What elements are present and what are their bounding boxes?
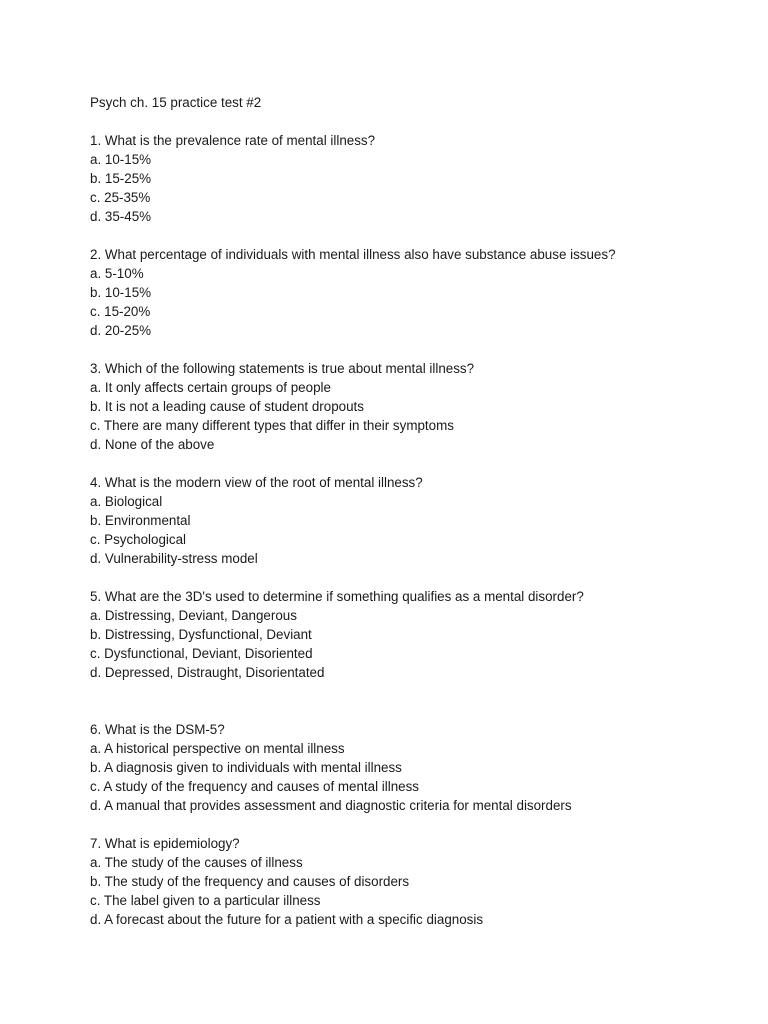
answer-option-a: a. The study of the causes of illness <box>90 855 303 870</box>
answer-option-c: c. 25-35% <box>90 190 151 205</box>
answer-option-b: b. 15-25% <box>90 171 152 186</box>
answer-option-d: d. 20-25% <box>90 323 152 338</box>
answer-option-a: a. Distressing, Deviant, Dangerous <box>90 608 297 623</box>
answer-option-a: a. A historical perspective on mental illness <box>90 741 345 756</box>
answer-option-a: a. Biological <box>90 494 163 509</box>
answer-option-d: d. None of the above <box>90 437 215 452</box>
answer-option-a: a. It only affects certain groups of people <box>90 380 331 395</box>
question-text: 3. Which of the following statements is true about mental illness? <box>90 361 475 376</box>
question-text: 1. What is the prevalence rate of mental illness? <box>90 133 376 148</box>
answer-option-d: d. A manual that provides assessment and diagnostic criteria for mental disorders <box>90 798 572 813</box>
answer-option-a: a. 5-10% <box>90 266 144 281</box>
answer-option-d: d. 35-45% <box>90 209 152 224</box>
answer-option-b: b. 10-15% <box>90 285 152 300</box>
answer-option-c: c. Psychological <box>90 532 187 547</box>
answer-option-a: a. 10-15% <box>90 152 152 167</box>
question-4 <box>90 473 728 568</box>
question-7 <box>90 834 728 929</box>
answer-option-d: d. Vulnerability-stress model <box>90 551 258 566</box>
question-5 <box>90 587 728 682</box>
question-1 <box>90 131 728 226</box>
question-3 <box>90 359 728 454</box>
answer-option-b: b. A diagnosis given to individuals with mental illness <box>90 760 402 775</box>
answer-option-b: b. The study of the frequency and causes of disorders <box>90 874 410 889</box>
question-text: 2. What percentage of individuals with mental illness also have substance abuse issues? <box>90 247 616 262</box>
question-text: 4. What is the modern view of the root of mental illness? <box>90 475 423 490</box>
answer-option-b: b. Environmental <box>90 513 191 528</box>
answer-option-d: d. A forecast about the future for a patient with a specific diagnosis <box>90 912 484 927</box>
question-6 <box>90 720 728 815</box>
answer-option-c: c. A study of the frequency and causes of mental illness <box>90 779 420 794</box>
answer-option-c: c. Dysfunctional, Deviant, Disoriented <box>90 646 313 661</box>
answer-option-b: b. Distressing, Dysfunctional, Deviant <box>90 627 312 642</box>
answer-option-c: c. 15-20% <box>90 304 151 319</box>
question-text: 5. What are the 3D's used to determine if something qualifies as a mental disorder? <box>90 589 584 604</box>
question-text: 7. What is epidemiology? <box>90 836 240 851</box>
question-text: 6. What is the DSM-5? <box>90 722 225 737</box>
question-2 <box>90 245 728 340</box>
answer-option-d: d. Depressed, Distraught, Disorientated <box>90 665 325 680</box>
answer-option-c: c. The label given to a particular illness <box>90 893 321 908</box>
document-title: Psych ch. 15 practice test #2 <box>90 95 262 110</box>
answer-option-b: b. It is not a leading cause of student dropouts <box>90 399 364 414</box>
answer-option-c: c. There are many different types that differ in their symptoms <box>90 418 454 433</box>
